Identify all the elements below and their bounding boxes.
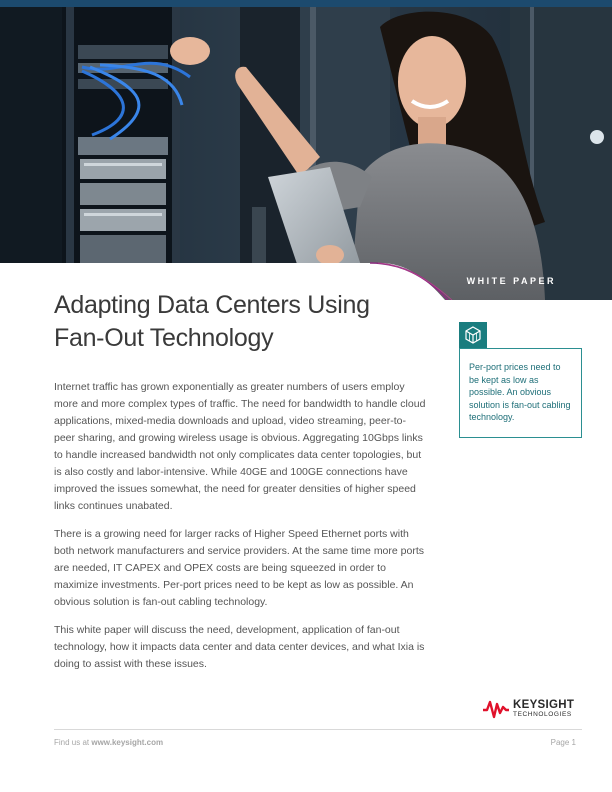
footer-url-link[interactable]: www.keysight.com	[91, 738, 164, 747]
paragraph-3: This white paper will discuss the need, development, application of fan-out technology, how it impacts data center and data center devices, and what Ixia is doing to assist with these issues.	[54, 624, 425, 670]
document-type-badge: WHITE PAPER	[466, 276, 556, 286]
pull-quote-text: Per-port prices need to be kept as low as possible. An obvious solution is fan-out cabling technology.	[469, 362, 571, 422]
footer-divider	[54, 729, 582, 730]
footer-find-prefix: Find us at	[54, 738, 92, 747]
paragraph-2: There is a growing need for larger racks of Higher Speed Ethernet ports with both network manufacturers and service providers. At the same time more ports are needed, IT CAPEX and OPEX costs are being squeezed in order to maximize investments. Per-port prices need to be kept as low as possible. An obvious solution is fan-out cabling technology.	[54, 528, 424, 608]
footer-find-us	[54, 738, 163, 747]
keysight-wave-icon	[482, 698, 510, 720]
top-stripe	[0, 0, 612, 7]
hero-photo	[0, 7, 612, 300]
title-line-2: Fan-Out Technology	[54, 324, 274, 352]
logo-name: KEYSIGHT	[513, 699, 575, 711]
keysight-logo	[482, 698, 582, 720]
cube-icon	[459, 322, 487, 348]
pull-quote-box	[459, 348, 582, 438]
document-title	[54, 289, 414, 355]
logo-subtitle: TECHNOLOGIES	[513, 711, 572, 718]
body-text	[54, 379, 426, 684]
page-number: Page 1	[550, 738, 576, 747]
title-line-1: Adapting Data Centers Using	[54, 291, 370, 319]
paragraph-1: Internet traffic has grown exponentially as greater numbers of users employ more and more complex types of traffic. The need for bandwidth to handle cloud applications, mixed-media downloads and upload, video streaming, peer-to-peer sharing, and growing wireless usage is obvious. Aggregating 10Gbps links to handle increased bandwidth not only complicates data center topologies, but is also costly and labor-intensive. While 40GE and 100GE connections have improved the issues somewhat, the need for greater densities of higher speed links continues unabated.	[54, 381, 426, 512]
